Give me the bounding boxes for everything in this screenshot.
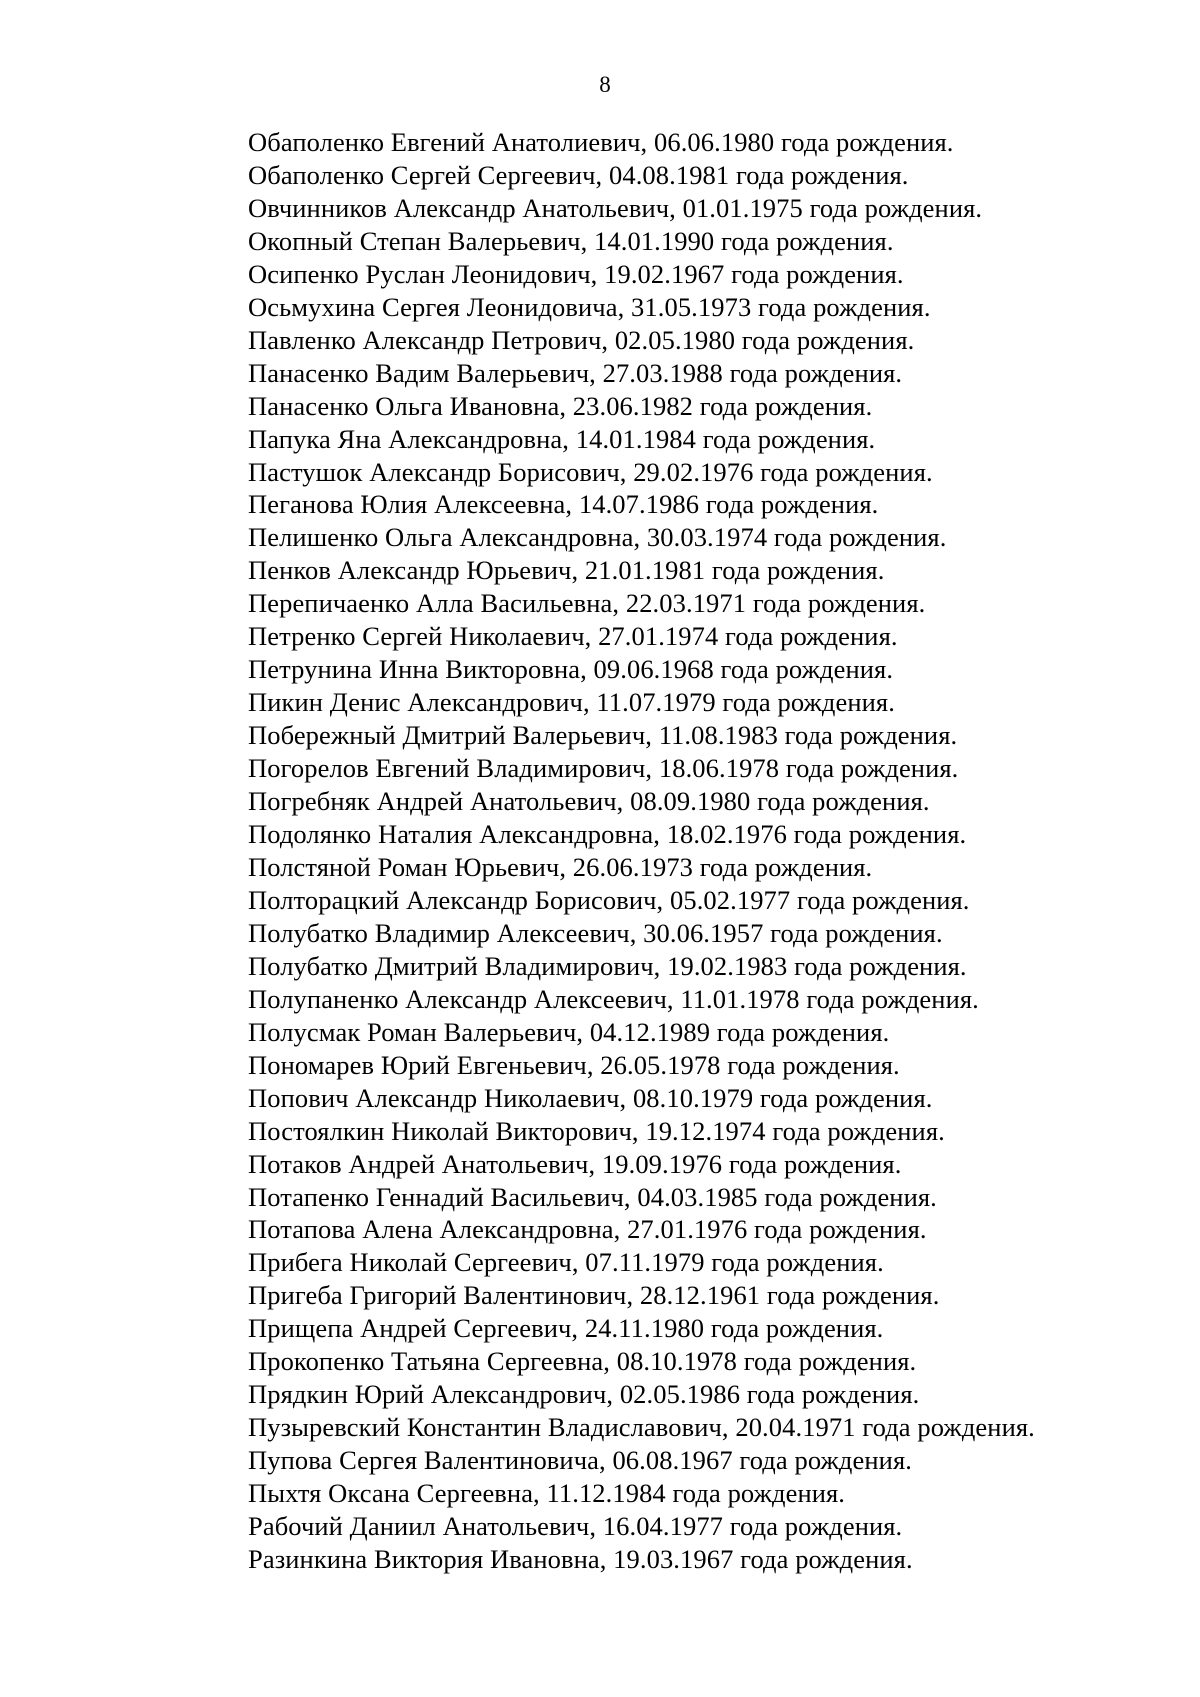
list-item: Пастушок Александр Борисович, 29.02.1976 года рождения. [248,456,933,487]
list-item: Осьмухина Сергея Леонидовича, 31.05.1973 года рождения. [248,291,931,322]
list-item: Полторацкий Александр Борисович, 05.02.1977 года рождения. [248,884,970,915]
list-item: Попович Александр Николаевич, 08.10.1979 года рождения. [248,1082,933,1113]
list-item: Постоялкин Николай Викторович, 19.12.1974 года рождения. [248,1115,945,1146]
list-item: Потапова Алена Александровна, 27.01.1976 года рождения. [248,1214,927,1245]
list-item: Потаков Андрей Анатольевич, 19.09.1976 года рождения. [248,1148,902,1179]
list-item: Рабочий Даниил Анатольевич, 16.04.1977 года рождения. [248,1511,903,1542]
list-item: Панасенко Ольга Ивановна, 23.06.1982 года рождения. [248,390,873,421]
person-list [248,126,1035,1576]
list-item: Погребняк Андрей Анатольевич, 08.09.1980 года рождения. [248,786,930,817]
list-item: Подолянко Наталия Александровна, 18.02.1976 года рождения. [248,819,967,850]
list-item: Полусмак Роман Валерьевич, 04.12.1989 года рождения. [248,1016,890,1047]
list-item: Папука Яна Александровна, 14.01.1984 года рождения. [248,423,876,454]
list-item: Пригеба Григорий Валентинович, 28.12.1961 года рождения. [248,1280,940,1311]
list-item: Обаполенко Сергей Сергеевич, 04.08.1981 года рождения. [248,159,909,190]
list-item: Потапенко Геннадий Васильевич, 04.03.1985 года рождения. [248,1181,937,1212]
list-item: Обаполенко Евгений Анатолиевич, 06.06.1980 года рождения. [248,127,954,157]
list-item: Петрунина Инна Викторовна, 09.06.1968 года рождения. [248,654,894,685]
list-item: Прищепа Андрей Сергеевич, 24.11.1980 года рождения. [248,1313,884,1344]
list-item: Погорелов Евгений Владимирович, 18.06.1978 года рождения. [248,753,959,784]
list-item: Овчинников Александр Анатольевич, 01.01.1975 года рождения. [248,192,983,223]
list-item: Пономарев Юрий Евгеньевич, 26.05.1978 года рождения. [248,1049,900,1080]
list-item: Павленко Александр Петрович, 02.05.1980 года рождения. [248,324,915,355]
list-item: Петренко Сергей Николаевич, 27.01.1974 года рождения. [248,621,898,652]
list-item: Разинкина Виктория Ивановна, 19.03.1967 года рождения. [248,1543,913,1574]
list-item: Полупаненко Александр Алексеевич, 11.01.1978 года рождения. [248,983,979,1014]
list-item: Окопный Степан Валерьевич, 14.01.1990 года рождения. [248,225,894,256]
list-item: Полстяной Роман Юрьевич, 26.06.1973 года рождения. [248,851,873,882]
list-item: Пыхтя Оксана Сергеевна, 11.12.1984 года рождения. [248,1478,846,1509]
list-item: Побережный Дмитрий Валерьевич, 11.08.1983 года рождения. [248,720,958,751]
list-item: Полубатко Дмитрий Владимирович, 19.02.1983 года рождения. [248,950,967,981]
list-item: Перепичаенко Алла Васильевна, 22.03.1971 года рождения. [248,588,926,619]
list-item: Пузыревский Константин Владиславович, 20.04.1971 года рождения. [248,1412,1035,1443]
list-item: Пелишенко Ольга Александровна, 30.03.1974 года рождения. [248,522,947,553]
list-item: Пупова Сергея Валентиновича, 06.08.1967 года рождения. [248,1445,912,1476]
list-item: Осипенко Руслан Леонидович, 19.02.1967 года рождения. [248,258,904,289]
list-item: Прибега Николай Сергеевич, 07.11.1979 года рождения. [248,1247,884,1278]
list-item: Прокопенко Татьяна Сергеевна, 08.10.1978 года рождения. [248,1346,917,1377]
page-number: 8 [599,72,611,97]
list-item: Прядкин Юрий Александрович, 02.05.1986 года рождения. [248,1379,920,1410]
list-item: Полубатко Владимир Алексеевич, 30.06.1957 года рождения. [248,917,943,948]
list-item: Панасенко Вадим Валерьевич, 27.03.1988 года рождения. [248,357,903,388]
list-item: Пенков Александр Юрьевич, 21.01.1981 года рождения. [248,555,885,586]
list-item: Пеганова Юлия Алексеевна, 14.07.1986 года рождения. [248,489,879,520]
list-item: Пикин Денис Александрович, 11.07.1979 года рождения. [248,687,895,718]
